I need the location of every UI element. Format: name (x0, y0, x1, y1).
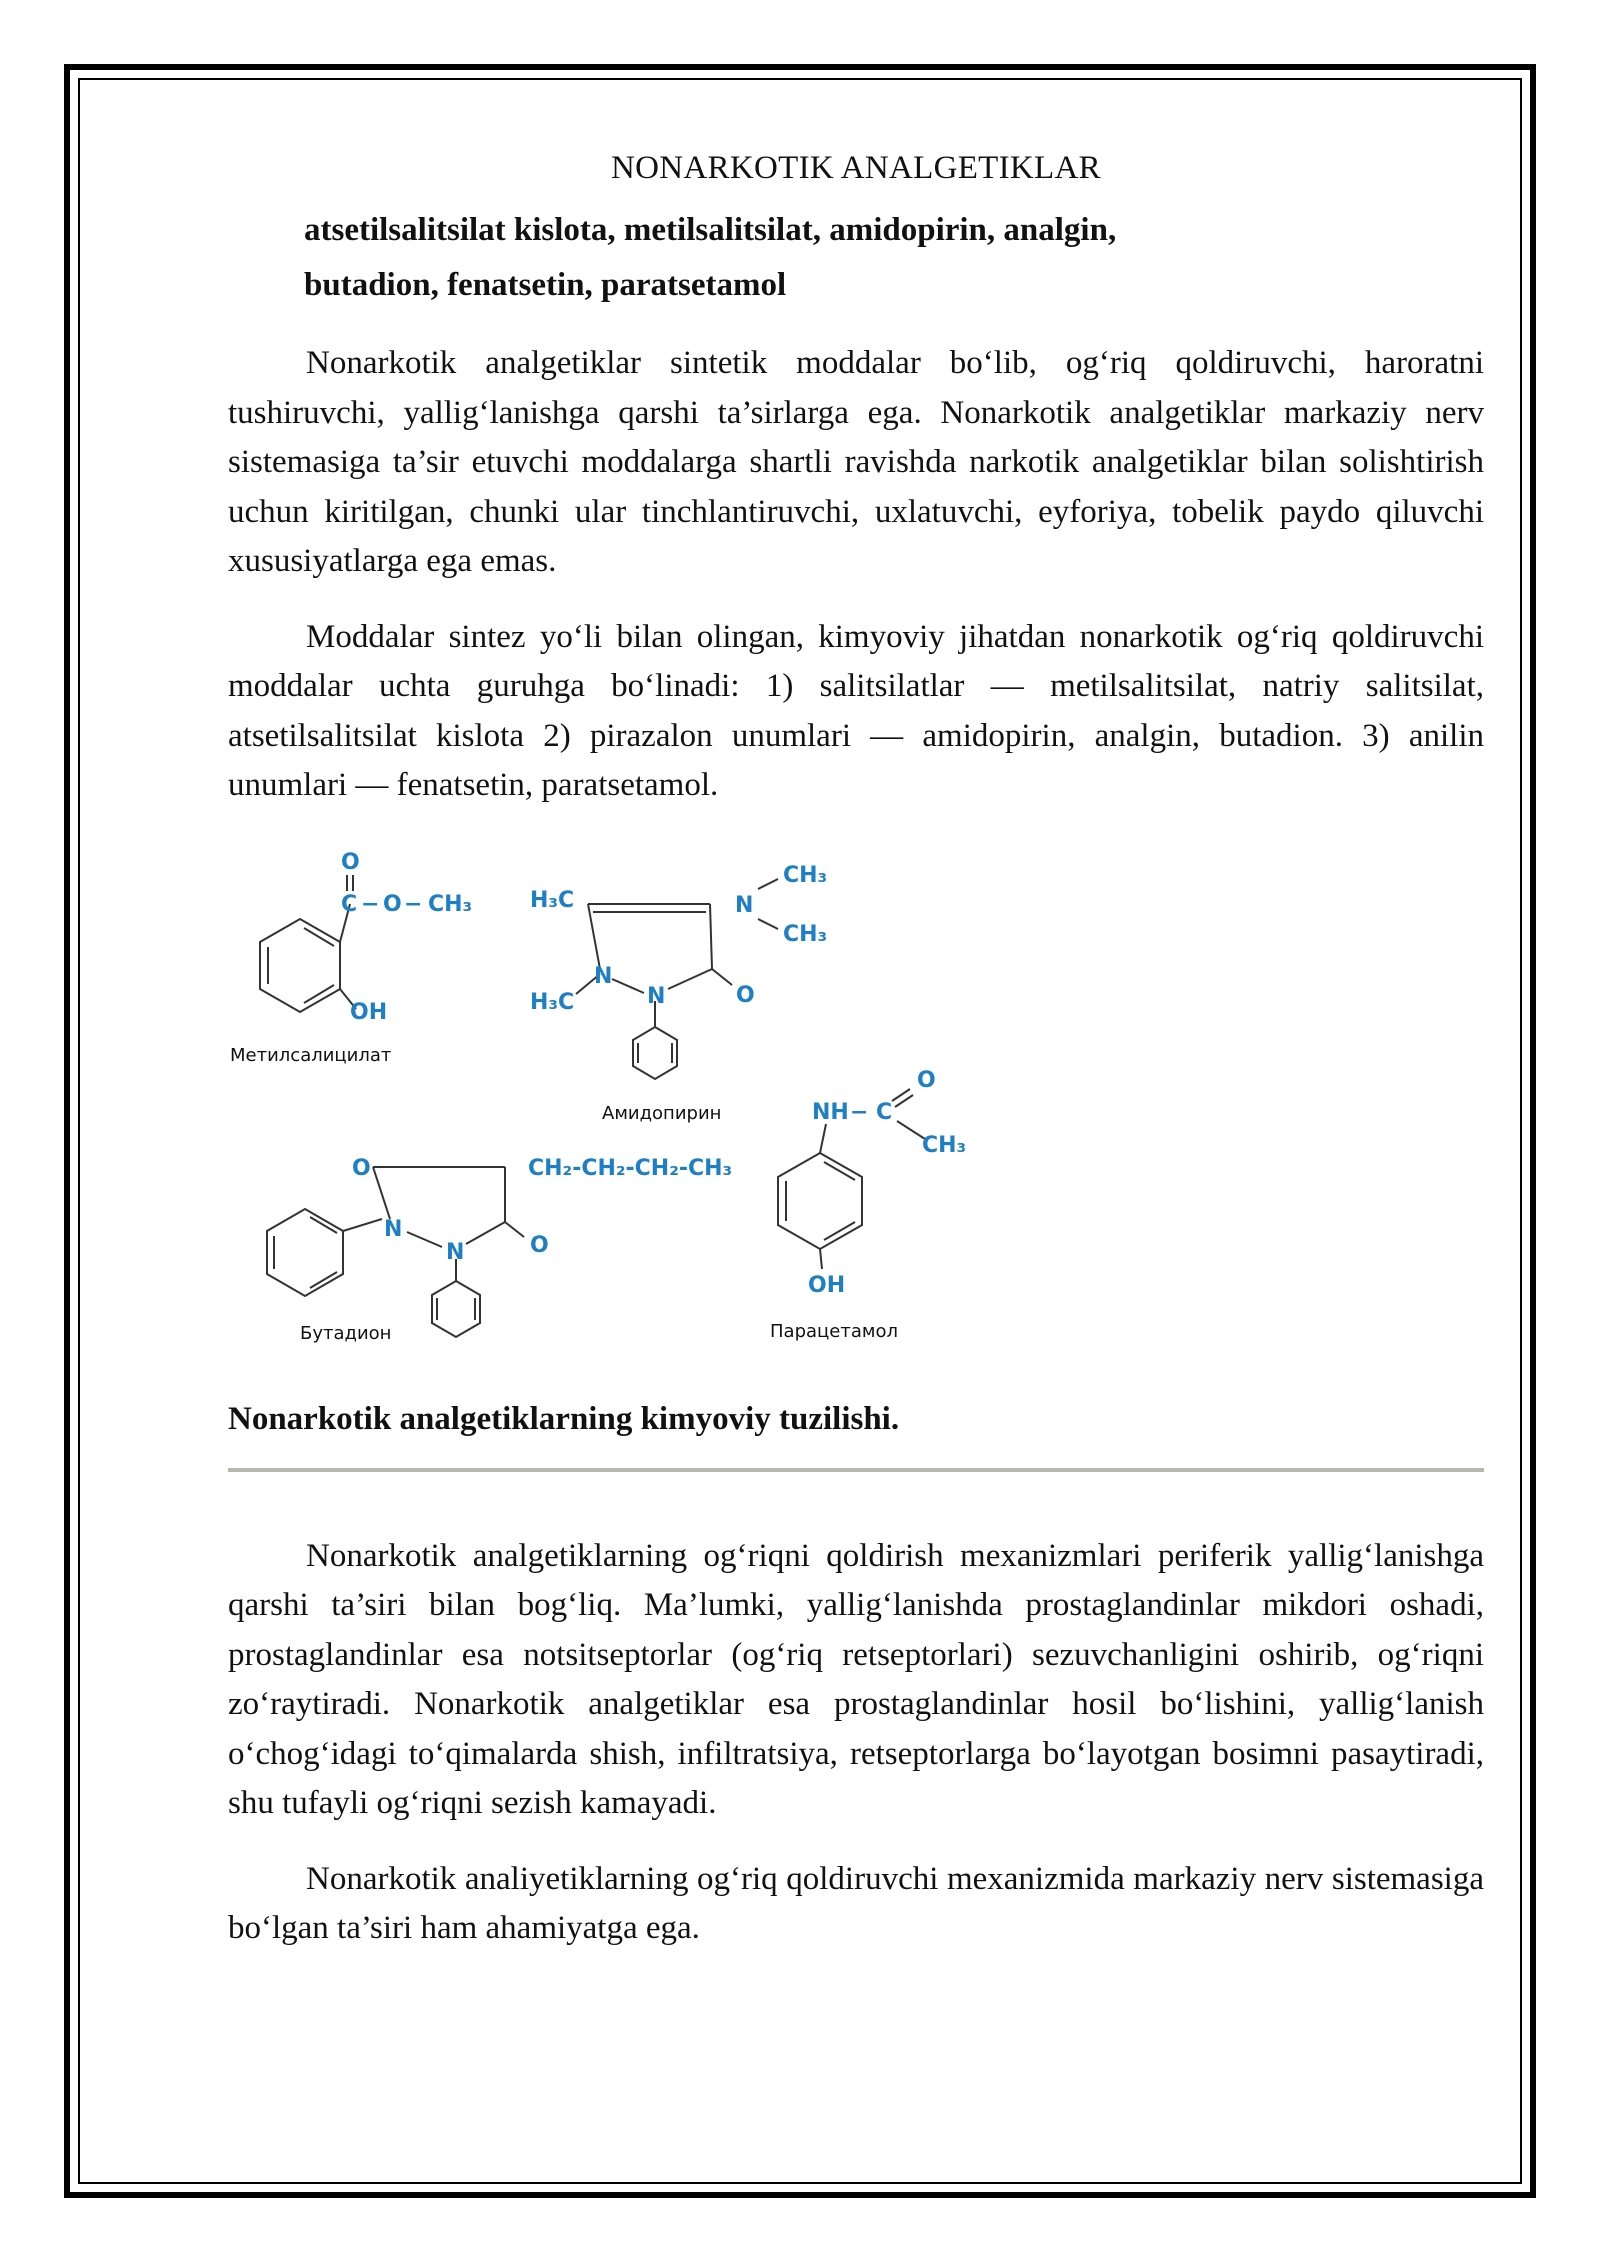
atom-o: O (352, 1155, 371, 1181)
atom-h3c: H₃C (530, 887, 575, 913)
label-butadione: Бутадион (300, 1322, 392, 1344)
atom-o: O (917, 1067, 936, 1093)
paragraph-definition: Nonarkotik analgetiklar sintetik moddalar bo‘lib, og‘riq qoldiruvchi, haroratni tushiruvchi, yallig‘lanishga qarshi ta’sirlarga ega. Nonarkotik analgetiklar markaziy nerv sistemasiga ta’sir etuvchi moddalarga shartli ravishda narkotik analgetiklar bilan solishtirish uchun kiritilgan, chunki ular tinchlantiruvchi, uxlatuvchi, eyforiya, tobelik paydo qiluvchi xususiyatlarga ega emas. (228, 345, 1484, 579)
figure-caption: Nonarkotik analgetiklarning kimyoviy tuzilishi. (228, 1400, 900, 1437)
atom-n: N (446, 1239, 465, 1265)
horizontal-divider (228, 1468, 1484, 1472)
drug-list-line-1: atsetilsalitsilat kislota, metilsalitsilat, amidopirin, analgin, (304, 212, 1117, 248)
bond-dash: − (850, 1099, 869, 1125)
chemical-structures-figure (228, 849, 1484, 1379)
atom-o: O (736, 982, 755, 1008)
drug-list-heading (304, 203, 1264, 313)
document-title: NONARKOTIK ANALGETIKLAR (611, 150, 1101, 186)
atom-h3c: H₃C (530, 989, 575, 1015)
atom-oh: OH (808, 1272, 846, 1298)
atom-n: N (594, 963, 613, 989)
label-methylsalicylate: Метилсалицилат (230, 1044, 392, 1066)
atom-n: N (647, 983, 666, 1009)
drug-list-line-2: butadion, fenatsetin, paratsetamol (304, 267, 787, 303)
atom-c: C (876, 1099, 893, 1125)
paragraph-classification: Moddalar sintez yo‘li bilan olingan, kimyoviy jihatdan nonarkotik og‘riq qoldiruvchi moddalar uchta guruhga bo‘linadi: 1) salitsilatlar — metilsalitsilat, natriy salitsilat, atsetilsalitsilat kislota 2) pirazalon unumlari — amidopirin, analgin, butadion. 3) anilin unumlari — fenatsetin, paratsetamol. (228, 618, 1484, 803)
label-paracetamol: Парацетамол (770, 1320, 898, 1342)
structures-svg (0, 849, 1600, 1379)
atom-n: N (384, 1216, 403, 1242)
document-body (228, 150, 1484, 1954)
atom-nh: NH (812, 1099, 849, 1125)
atom-o: O (530, 1232, 549, 1258)
atom-o: O (383, 891, 402, 917)
methylsalicylate-structure (230, 850, 472, 1066)
atom-ch3: CH₃ (783, 921, 828, 947)
atom-ch3: CH₃ (783, 862, 828, 888)
paragraph-mechanism: Nonarkotik analgetiklarning og‘riqni qoldirish mexanizmlari periferik yallig‘lanishga qarshi ta’siri bilan bog‘liq. Ma’lumki, yallig‘lanishda prostaglandinlar mikdori oshadi, prostaglandinlar esa notsitseptorlar (og‘riq retseptorlari) sezuvchanligini oshirib, og‘riqni zo‘raytiradi. Nonarkotik analgetiklar esa prostaglandinlar hosil bo‘lishini, yallig‘lanish o‘chog‘idagi to‘qimalarda shish, infiltratsiya, retseptorlarga bo‘layotgan bosimni pasaytiradi, shu tufayli og‘riqni sezish kamayadi. (228, 1537, 1484, 1821)
bond-dash: − (361, 891, 380, 917)
paracetamol-structure (770, 1068, 966, 1342)
butadione-structure (267, 1156, 732, 1344)
label-amidopyrine: Амидопирин (602, 1102, 722, 1124)
amidopyrine-structure (530, 863, 827, 1124)
atom-ch3: CH₃ (428, 891, 473, 917)
atom-o: O (341, 849, 360, 875)
atom-ch3: CH₃ (922, 1132, 967, 1158)
atom-oh: OH (350, 999, 388, 1025)
atom-c: C (341, 891, 358, 917)
paragraph-cns-effect: Nonarkotik analiyetiklarning og‘riq qoldiruvchi mexanizmida markaziy nerv sistemasiga bo‘lgan ta’siri ham ahamiyatga ega. (228, 1860, 1484, 1946)
bond-dash: − (404, 891, 423, 917)
atom-butyl: CH₂-CH₂-CH₂-CH₃ (528, 1155, 733, 1181)
atom-n: N (735, 892, 754, 918)
